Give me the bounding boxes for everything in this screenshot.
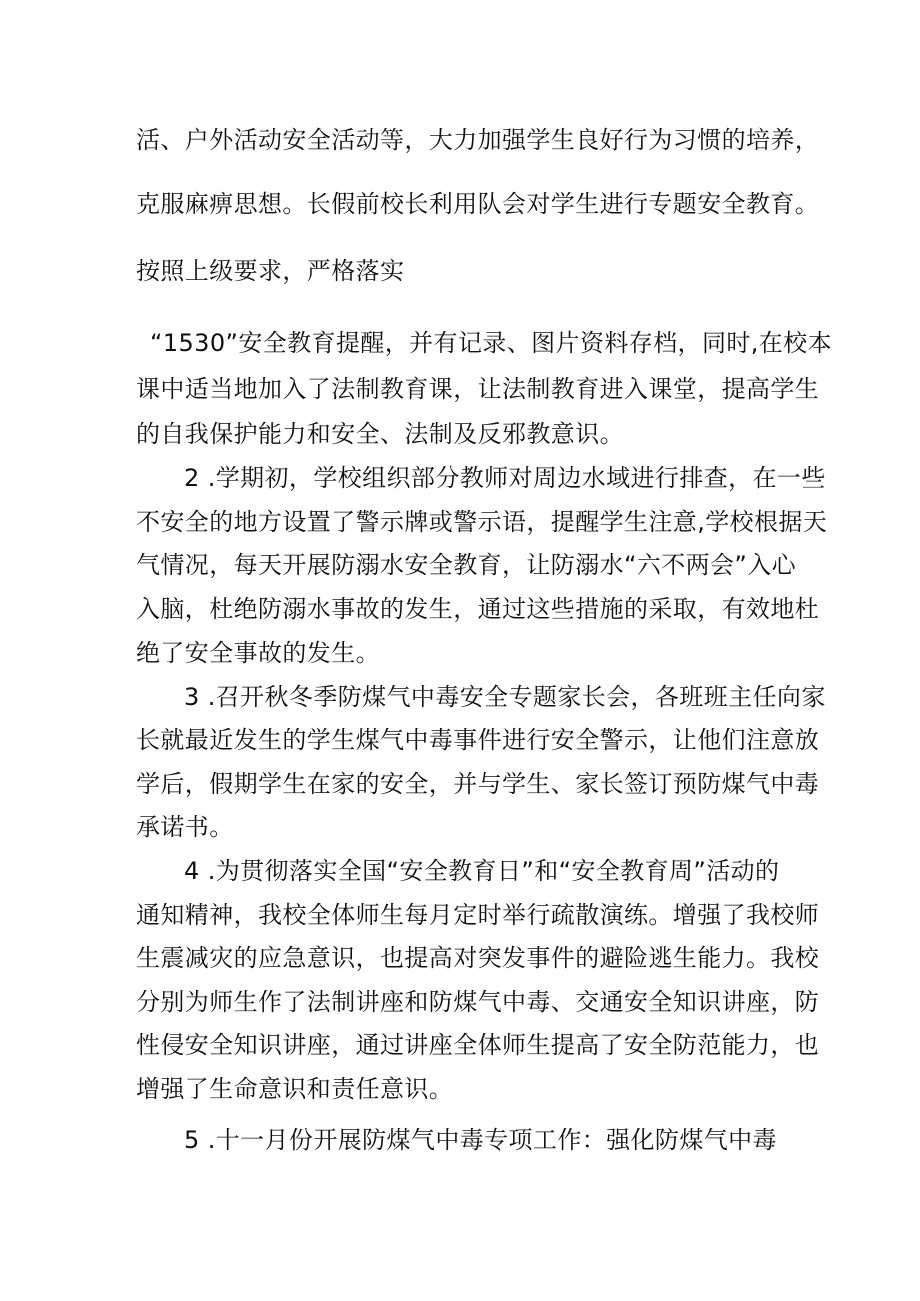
text-line: 绝了安全事故的发生。 <box>136 639 380 667</box>
text-line: 长就最近发生的学生煤气中毒事件进行安全警示，让他们注意放 <box>136 726 820 754</box>
text-line: 5 .十一月份开展防煤气中毒专项工作：强化防煤气中毒 <box>184 1126 777 1154</box>
text-line: 性侵安全知识讲座，通过讲座全体师生提高了安全防范能力，也 <box>136 1031 820 1059</box>
text-line: 活、户外活动安全活动等，大力加强学生良好行为习惯的培养， <box>136 126 820 154</box>
text-line: 增强了生命意识和责任意识。 <box>136 1075 454 1103</box>
text-line: 生震减灾的应急意识，也提高对突发事件的避险逃生能力。我校 <box>136 944 820 972</box>
text-line: 分别为师生作了法制讲座和防煤气中毒、交通安全知识讲座，防 <box>136 988 820 1016</box>
text-line: 学后，假期学生在家的安全，并与学生、家长签订预防煤气中毒 <box>136 770 820 798</box>
text-line: 克服麻痹思想。长假前校长利用队会对学生进行专题安全教育。 <box>136 190 820 218</box>
text-line: 4 .为贯彻落实全国“安全教育日”和“安全教育周”活动的 <box>184 857 780 885</box>
text-line: 承诺书。 <box>136 813 234 841</box>
text-line: 不安全的地方设置了警示牌或警示语，提醒学生注意,学校根据天 <box>136 508 828 536</box>
text-line: 的自我保护能力和安全、法制及反邪教意识。 <box>136 420 624 448</box>
text-line: 入脑，杜绝防溺水事故的发生，通过这些措施的采取，有效地杜 <box>136 595 820 623</box>
text-line: 2 .学期初，学校组织部分教师对周边水域进行排查，在一些 <box>184 464 826 492</box>
text-line: “1530”安全教育提醒，并有记录、图片资料存档，同时,在校本 <box>150 329 832 357</box>
text-line: 课中适当地加入了法制教育课，让法制教育进入课堂，提高学生 <box>136 375 820 403</box>
text-line: 通知精神，我校全体师生每月定时举行疏散演练。增强了我校师 <box>136 901 820 929</box>
text-line: 3 .召开秋冬季防煤气中毒安全专题家长会，各班班主任向家 <box>184 683 826 711</box>
text-line: 按照上级要求，严格落实 <box>136 257 405 285</box>
text-line: 气情况，每天开展防溺水安全教育，让防溺水“六不两会”入心 <box>136 551 797 579</box>
